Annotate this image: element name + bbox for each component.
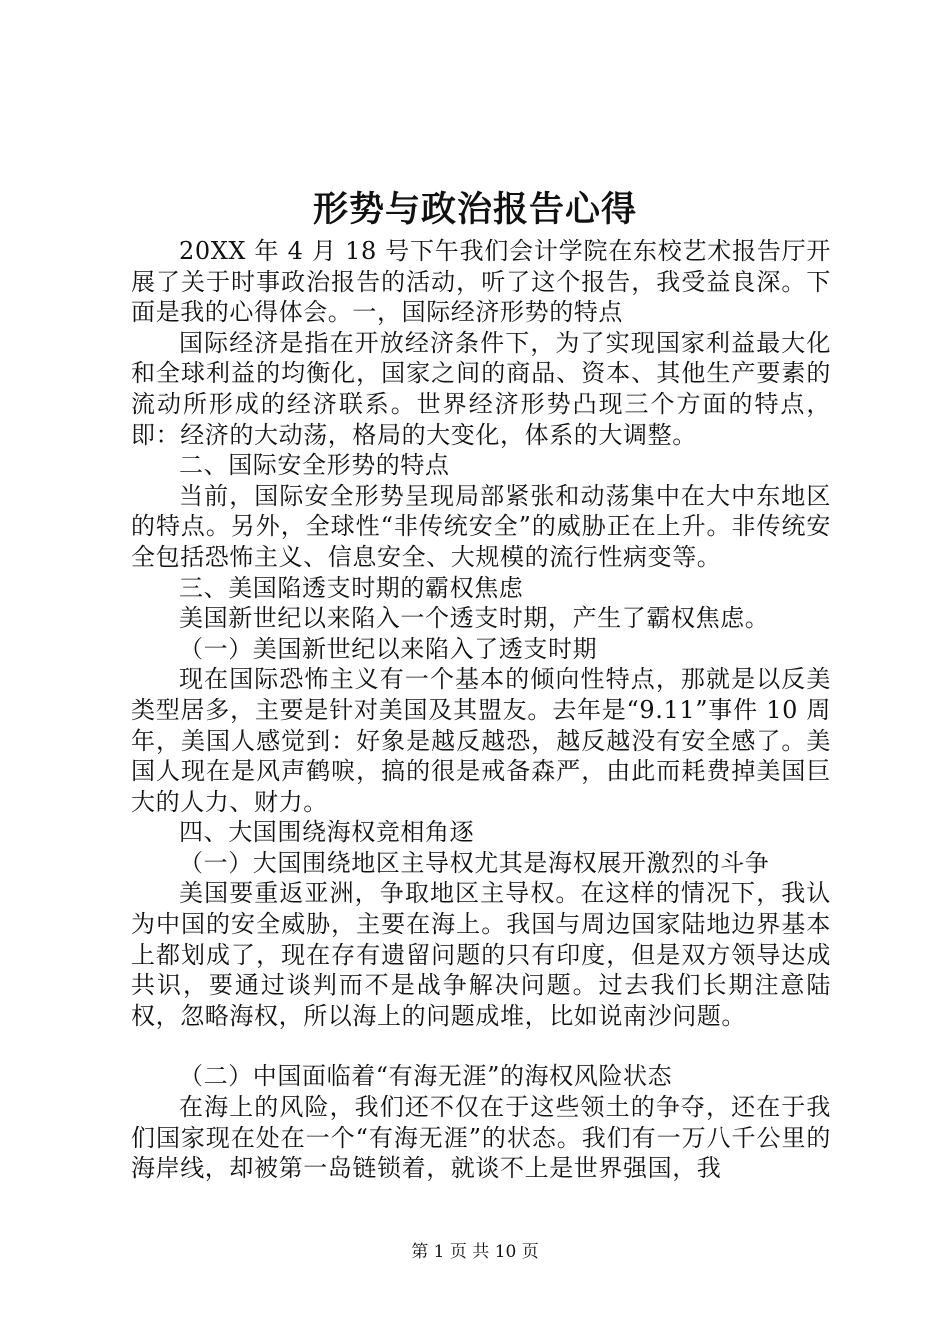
paragraph-economy: 国际经济是指在开放经济条件下，为了实现国家利益最大化和全球利益的均衡化，国家之间的商品、资本、其他生产要素的流动所形成的经济联系。世界经济形势凸现三个方面的特点，即：经济的大动荡，格局的大变化，体系的大调整。 bbox=[131, 328, 831, 449]
heading-us-hegemony: 三、美国陷透支时期的霸权焦虑 bbox=[179, 573, 524, 602]
document-title: 形势与政治报告心得 bbox=[312, 189, 637, 230]
heading-sea-power: 四、大国围绕海权竞相角逐 bbox=[179, 818, 475, 847]
paragraph-terrorism: 现在国际恐怖主义有一个基本的倾向性特点，那就是以反美类型居多，主要是针对美国及其盟友。去年是“9.11”事件 10 周年，美国人感觉到：好象是越反越恐，越反越没有安全感了。美国人现在是风声鹤唳，搞的很是戒备森严，由此而耗费掉美国巨大的人力、财力。 bbox=[131, 665, 831, 816]
subheading-regional-dominance: （一）大国围绕地区主导权尤其是海权展开激烈的斗争 bbox=[179, 848, 770, 877]
subheading-sea-risk: （二）中国面临着“有海无涯”的海权风险状态 bbox=[179, 1062, 673, 1091]
heading-security: 二、国际安全形势的特点 bbox=[179, 451, 450, 480]
page-footer: 第 1 页 共 10 页 bbox=[411, 1242, 539, 1262]
paragraph-us-hegemony: 美国新世纪以来陷入一个透支时期，产生了霸权焦虑。 bbox=[179, 604, 770, 633]
paragraph-intro: 20XX 年 4 月 18 号下午我们会计学院在东校艺术报告厅开展了关于时事政治报告的活动，听了这个报告，我受益良深。下面是我的心得体会。一，国际经济形势的特点 bbox=[131, 237, 831, 327]
document-body bbox=[131, 236, 831, 1184]
paragraph-china-security: 美国要重返亚洲，争取地区主导权。在这样的情况下，我认为中国的安全威胁，主要在海上。我国与周边国家陆地边界基本上都划成了，现在存有遗留问题的只有印度，但是双方领导达成共识，要通过谈判而不是战争解决问题。过去我们长期注意陆权，忽略海权，所以海上的问题成堆，比如说南沙问题。 bbox=[131, 879, 831, 1030]
subheading-us-overdraft: （一）美国新世纪以来陷入了透支时期 bbox=[179, 634, 598, 663]
paragraph-sea-risk: 在海上的风险，我们还不仅在于这些领土的争夺，还在于我们国家现在处在一个“有海无涯”的状态。我们有一万八千公里的海岸线，却被第一岛链锁着，就谈不上是世界强国，我 bbox=[131, 1093, 831, 1183]
paragraph-security: 当前，国际安全形势呈现局部紧张和动荡集中在大中东地区的特点。另外，全球性“非传统安全”的威胁正在上升。非传统安全包括恐怖主义、信息安全、大规模的流行性病变等。 bbox=[131, 481, 831, 571]
